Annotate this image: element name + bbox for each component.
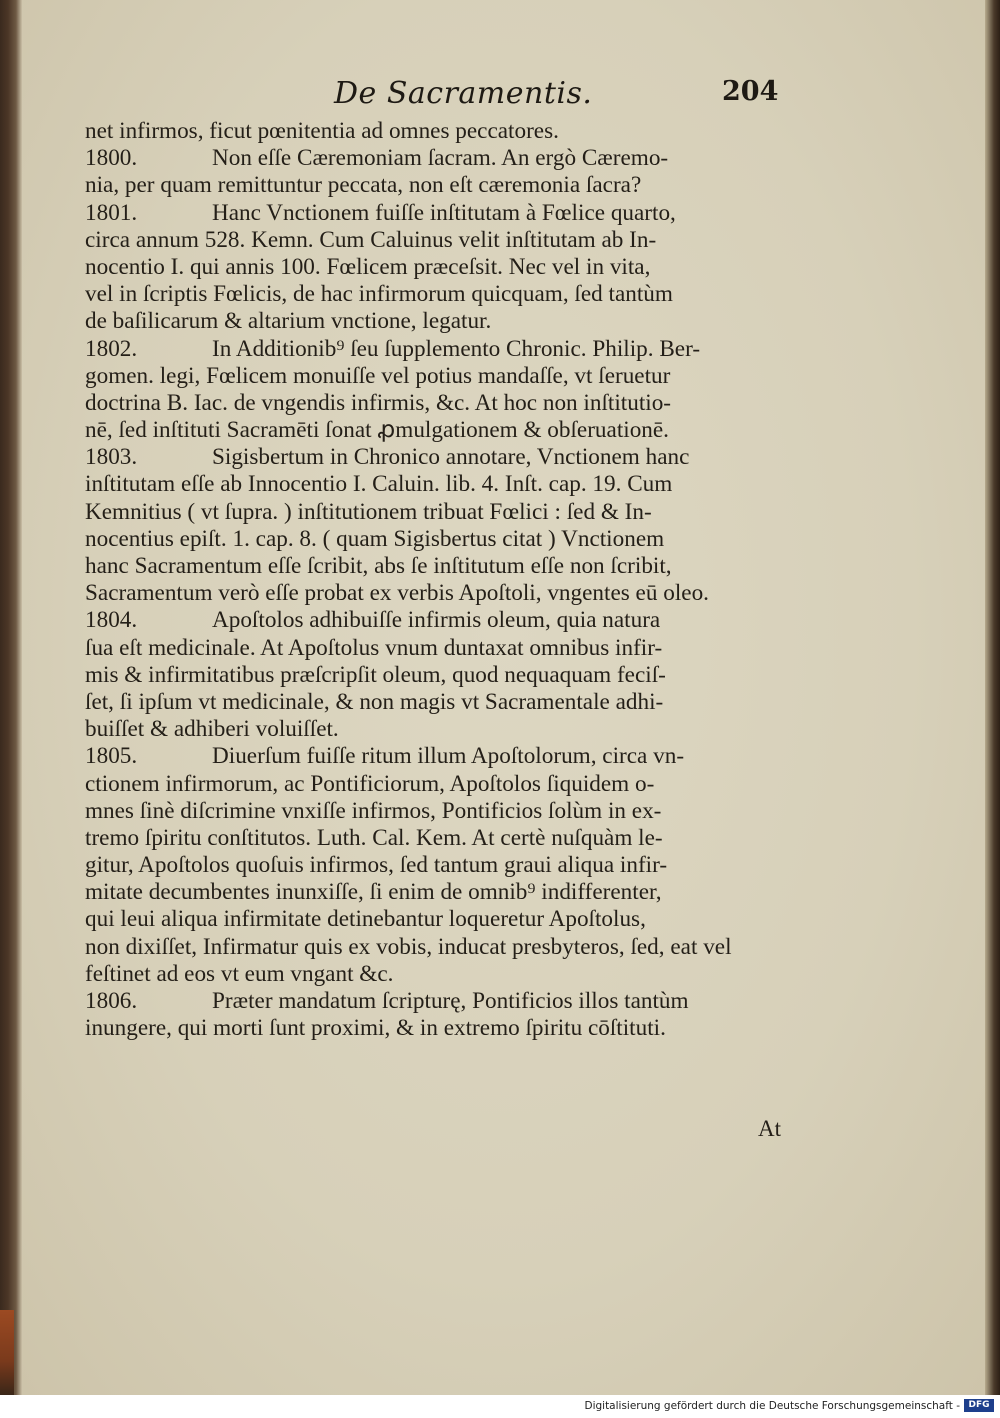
text-line	[85, 1015, 785, 1042]
text-line	[85, 743, 785, 770]
line-text: gitur, Apoſtolos quoſuis infirmos, ſed tantum graui aliqua infir-	[85, 852, 668, 879]
paragraph-number: 1801.	[85, 199, 138, 226]
text-line	[85, 934, 785, 961]
text-line	[85, 390, 785, 417]
text-line	[85, 716, 785, 743]
page-number: 204	[722, 76, 779, 107]
line-text: inungere, qui morti ſunt proximi, & in extremo ſpiritu cōſtituti.	[85, 1015, 666, 1042]
line-text: Sacramentum verò eſſe probat ex verbis Apoſtoli, vngentes eū oleo.	[85, 580, 709, 607]
text-line	[85, 662, 785, 689]
text-line	[85, 336, 785, 363]
text-line	[85, 227, 785, 254]
text-line	[85, 526, 785, 553]
paragraph-number: 1804.	[85, 607, 138, 634]
text-line	[85, 471, 785, 498]
paragraph-number: 1802.	[85, 335, 138, 362]
line-text: qui leui aliqua infirmitate detinebantur loqueretur Apoſtolus,	[85, 906, 646, 933]
line-text: ctionem infirmorum, ac Pontificiorum, Apoſtolos ſiquidem o-	[85, 770, 655, 797]
text-line	[85, 553, 785, 580]
line-text: nē, ſed inſtituti Sacramēti ſonat ꝓmulgationem & obſeruationē.	[85, 417, 669, 444]
line-text: mitate decumbentes inunxiſſe, ſi enim de omnib⁹ indifferenter,	[85, 879, 662, 906]
book-page	[22, 0, 985, 1395]
line-text: feſtinet ad eos vt eum vngant &c.	[85, 960, 394, 987]
text-line	[85, 145, 785, 172]
line-text: mnes ſinè diſcrimine vnxiſſe infirmos, Pontificios ſolùm in ex-	[85, 797, 662, 824]
text-line	[85, 200, 785, 227]
catchword: At	[758, 1116, 781, 1141]
footer-bar	[0, 1395, 1000, 1418]
line-text: gomen. legi, Fœlicem monuiſſe vel potius mandaſſe, vt ſeruetur	[85, 362, 671, 389]
text-line	[85, 499, 785, 526]
line-text: vel in ſcriptis Fœlicis, de hac infirmorum quicquam, ſed tantùm	[85, 281, 673, 308]
text-line	[85, 906, 785, 933]
funding-credit: Digitalisierung gefördert durch die Deutsche Forschungsgemeinschaft -	[584, 1400, 960, 1412]
text-line	[85, 417, 785, 444]
paragraph-number: 1803.	[85, 444, 138, 471]
text-line	[85, 798, 785, 825]
line-text: de baſilicarum & altarium vnctione, legatur.	[85, 308, 492, 335]
paragraph-number: 1806.	[85, 988, 138, 1014]
paragraph-number: 1800.	[85, 145, 138, 172]
text-line	[85, 689, 785, 716]
line-text: ſua eſt medicinale. At Apoſtolus vnum duntaxat omnibus infir-	[85, 634, 663, 661]
text-line	[85, 444, 785, 471]
running-head: De Sacramentis.	[334, 76, 593, 111]
text-line	[85, 635, 785, 662]
line-text: Apoſtolos adhibuiſſe infirmis oleum, quia natura	[212, 607, 661, 634]
text-line	[85, 308, 785, 335]
text-line	[85, 771, 785, 798]
line-text: Diuerſum fuiſſe ritum illum Apoſtolorum, circa vn-	[212, 743, 685, 770]
line-text: Præter mandatum ſcripturę, Pontificios illos tantùm	[212, 988, 689, 1014]
text-line	[85, 580, 785, 607]
body-text	[85, 118, 785, 1042]
text-line	[85, 254, 785, 281]
text-line	[85, 281, 785, 308]
line-text: In Additionib⁹ ſeu ſupplemento Chronic. Philip. Ber-	[212, 335, 701, 362]
line-text: hanc Sacramentum eſſe ſcribit, abs ſe inſtitutum eſſe non ſcribit,	[85, 553, 672, 579]
line-text: Sigisbertum in Chronico annotare, Vnctionem hanc	[212, 444, 690, 471]
text-line	[85, 363, 785, 390]
text-line	[85, 825, 785, 852]
line-text: ſet, ſi ipſum vt medicinale, & non magis vt Sacramentale adhi-	[85, 688, 664, 715]
dfg-logo: DFG	[964, 1399, 994, 1412]
line-text: buiſſet & adhiberi voluiſſet.	[85, 716, 339, 743]
line-text: doctrina B. Iac. de vngendis infirmis, &c. At hoc non inſtitutio-	[85, 389, 672, 416]
text-line	[85, 172, 785, 199]
line-text: non dixiſſet, Infirmatur quis ex vobis, inducat presbyteros, ſed, eat vel	[85, 933, 732, 960]
line-text: Non eſſe Cæremoniam ſacram. An ergò Cæremo-	[212, 145, 669, 172]
line-text: nia, per quam remittuntur peccata, non eſt cæremonia ſacra?	[85, 172, 642, 199]
line-text: circa annum 528. Kemn. Cum Caluinus velit inſtitutam ab In-	[85, 226, 657, 253]
text-line	[85, 118, 785, 145]
line-text: inſtitutam eſſe ab Innocentio I. Caluin. lib. 4. Inſt. cap. 19. Cum	[85, 471, 673, 498]
line-text: Hanc Vnctionem fuiſſe inſtitutam à Fœlice quarto,	[212, 199, 676, 226]
line-text: Kemnitius ( vt ſupra. ) inſtitutionem tribuat Fœlici : ſed & In-	[85, 498, 652, 525]
line-text: net infirmos, ficut pœnitentia ad omnes peccatores.	[85, 118, 559, 144]
text-line	[85, 607, 785, 634]
paragraph-number: 1805.	[85, 743, 138, 770]
text-line	[85, 852, 785, 879]
line-text: nocentio I. qui annis 100. Fœlicem præceſsit. Nec vel in vita,	[85, 253, 651, 280]
text-line	[85, 879, 785, 906]
text-line	[85, 988, 785, 1015]
binding-edge	[0, 1310, 14, 1395]
line-text: tremo ſpiritu conſtitutos. Luth. Cal. Kem. At certè nuſquàm le-	[85, 824, 663, 851]
line-text: mis & infirmitatibus præſcripſit oleum, quod nequaquam feciſ-	[85, 661, 666, 688]
page-header	[22, 76, 985, 116]
line-text: nocentius epiſt. 1. cap. 8. ( quam Sigisbertus citat ) Vnctionem	[85, 525, 665, 552]
text-line	[85, 961, 785, 988]
